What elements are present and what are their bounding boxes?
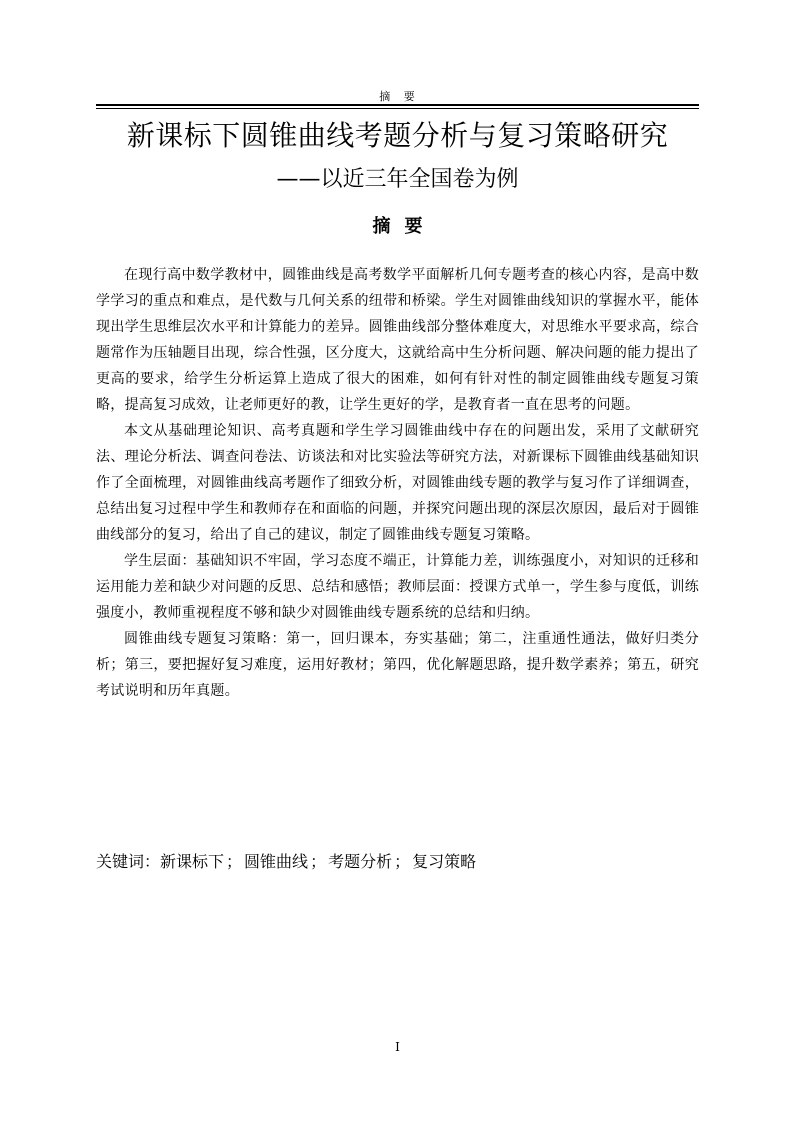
paper-subtitle: ——以近三年全国卷为例 — [276, 167, 519, 192]
abstract-heading: 摘要 — [372, 216, 437, 237]
header-rule-thin — [96, 108, 699, 109]
header-rule-thick — [96, 104, 699, 106]
abstract-body — [96, 262, 699, 704]
keyword-separator: ； — [310, 852, 327, 871]
running-header: 摘 要 — [379, 90, 416, 103]
page-number: I — [395, 1040, 400, 1054]
paper-title: 新课标下圆锥曲线考题分析与复习策略研究 — [126, 119, 669, 152]
keyword-item: 考题分析 — [328, 852, 393, 871]
keyword-item: 新课标下 — [160, 852, 225, 871]
keywords-line — [96, 848, 699, 876]
keyword-separator: ； — [394, 852, 411, 871]
abstract-paragraph-3: 学生层面：基础知识不牢固，学习态度不端正，计算能力差，训练强度小，对知识的迁移和运用能力差和缺少对问题的反思、总结和感悟；教师层面：授课方式单一，学生参与度低，训练强度小，教师重视程度不够和缺少对圆锥曲线专题系统的总结和归纳。 — [96, 553, 699, 621]
keywords-label: 关键词： — [96, 852, 161, 871]
keyword-item: 圆锥曲线 — [244, 852, 309, 871]
abstract-paragraph-4: 圆锥曲线专题复习策略：第一，回归课本，夯实基础；第二，注重通性通法，做好归类分析；第三，要把握好复习难度，运用好教材；第四，优化解题思路，提升数学素养；第五，研究考试说明和历年真题。 — [96, 631, 699, 699]
abstract-paragraph-1: 在现行高中数学教材中，圆锥曲线是高考数学平面解析几何专题考查的核心内容，是高中数学学习的重点和难点，是代数与几何关系的纽带和桥梁。学生对圆锥曲线知识的掌握水平，能体现出学生思维层次水平和计算能力的差异。圆锥曲线部分整体难度大，对思维水平要求高，综合题常作为压轴题目出现，综合性强，区分度大，这就给高中生分析问题、解决问题的能力提出了更高的要求，给学生分析运算上造成了很大的困难，如何有针对性的制定圆锥曲线专题复习策略，提高复习成效，让老师更好的教，让学生更好的学，是教育者一直在思考的问题。 — [96, 267, 699, 413]
keyword-separator: ； — [226, 852, 243, 871]
abstract-paragraph-2: 本文从基础理论知识、高考真题和学生学习圆锥曲线中存在的问题出发，采用了文献研究法、理论分析法、调查问卷法、访谈法和对比实验法等研究方法，对新课标下圆锥曲线基础知识作了全面梳理，对圆锥曲线高考题作了细致分析，对圆锥曲线专题的教学与复习作了详细调查，总结出复习过程中学生和教师存在和面临的问题，并探究问题出现的深层次原因，最后对于圆锥曲线部分的复习，给出了自己的建议，制定了圆锥曲线专题复习策略。 — [96, 423, 699, 543]
keyword-item: 复习策略 — [412, 852, 477, 871]
